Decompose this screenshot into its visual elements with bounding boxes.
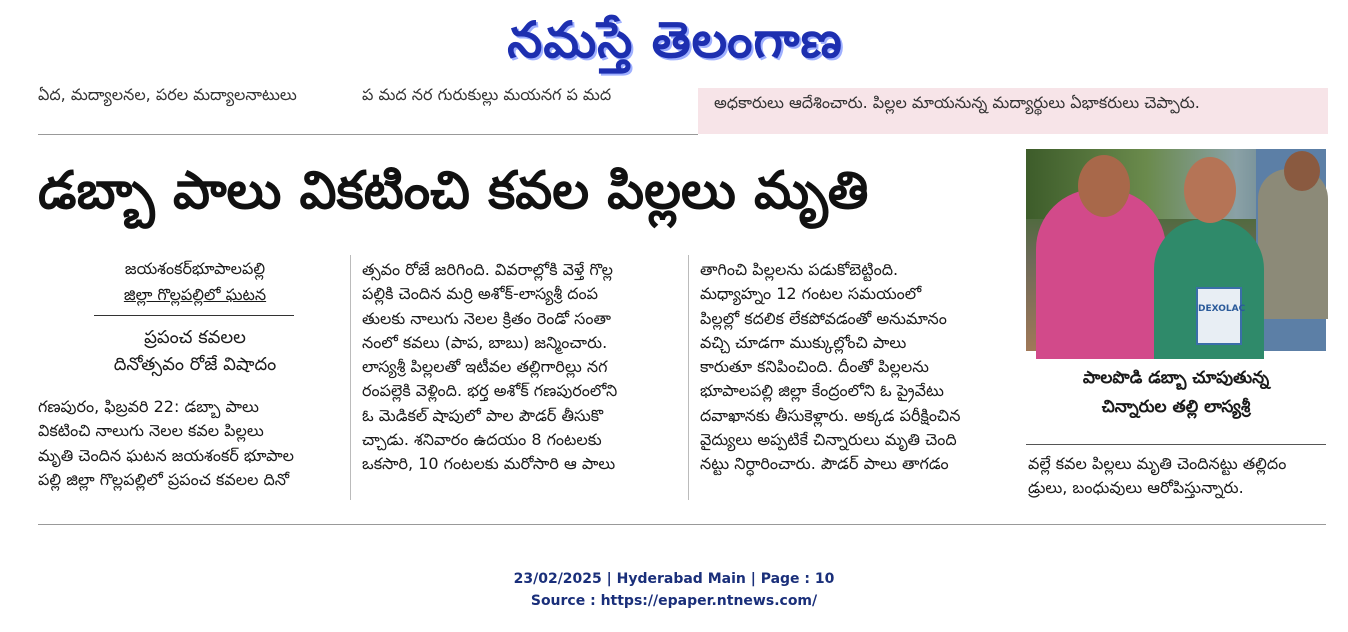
body-line: కారుతూ కనిపించింది. దీంతో పిల్లలను bbox=[700, 357, 929, 377]
body-line: లాస్యశ్రీ పిల్లలతో ఇటీవల తల్లిగారిల్లు నగ bbox=[362, 357, 608, 377]
page-footer bbox=[0, 568, 1348, 612]
body-line: వచ్చి చూడగా ముక్కుల్లోంచి పాలు bbox=[700, 332, 907, 352]
body-line: భూపాలపల్లి జిల్లా కేంద్రంలోని ఓ ప్రైవేటు bbox=[700, 381, 944, 401]
body-line: మధ్యాహ్నం 12 గంటల సమయంలో bbox=[700, 284, 922, 304]
cut-text-column-2: ప మద నర గురుకుల్లు మయనగ ప మద bbox=[362, 85, 612, 104]
body-line: తాగించి పిల్లలను పడుకోబెట్టింది. bbox=[700, 260, 899, 279]
deck-line: ప్రపంచ కవలల bbox=[144, 327, 246, 348]
article-column-2 bbox=[362, 258, 672, 477]
body-line: తులకు నాలుగు నెలల క్రితం రెండో సంతా bbox=[362, 308, 611, 328]
photo-woman-head bbox=[1078, 155, 1130, 217]
footer-date-edition: 23/02/2025 | Hyderabad Main | Page : 10 bbox=[513, 571, 835, 587]
bottom-divider bbox=[38, 524, 1326, 525]
column-divider bbox=[350, 255, 351, 500]
footer-source-link[interactable]: Source : https://epaper.ntnews.com/ bbox=[530, 593, 818, 609]
article-photo bbox=[1026, 149, 1326, 351]
body-line: గణపురం, ఫిబ్రవరి 22: డబ్బా పాలు bbox=[38, 397, 259, 416]
caption-line: చిన్నారుల తల్లి లాస్యశ్రీ bbox=[1101, 397, 1251, 417]
photo-mother-head bbox=[1184, 157, 1236, 223]
cut-text-column-3: అధకారులు ఆదేశించారు. పిల్లల మాయనున్న మద్యార్థులు ఏభాకరులు చెప్పారు. bbox=[714, 93, 1200, 112]
kicker-line: జిల్లా గొల్లపల్లిలో ఘటన bbox=[123, 285, 267, 304]
body-line: నట్టు నిర్ధారించారు. పౌడర్ పాలు తాగడం bbox=[700, 454, 949, 474]
body-line: నంలో కవలు (పాప, బాబు) జన్మించారు. bbox=[362, 332, 608, 352]
caption-divider bbox=[1026, 444, 1326, 445]
kicker-line: జయశంకర్‌భూపాలపల్లి bbox=[124, 259, 266, 278]
milk-powder-tin: DEXOLAC bbox=[1196, 287, 1242, 345]
caption-line: పాలపొడి డబ్బా చూపుతున్న bbox=[1082, 368, 1270, 388]
body-line: డ్రులు, బంధువులు ఆరోపిస్తున్నారు. bbox=[1028, 478, 1244, 498]
body-line: చ్చాడు. శనివారం ఉదయం 8 గంటలకు bbox=[362, 430, 602, 450]
body-line: వైద్యులు అప్పటికే చిన్నారులు మృతి చెంది bbox=[700, 430, 957, 450]
article-headline: డబ్బా పాలు వికటించి కవల పిల్లలు మృతి bbox=[38, 161, 869, 221]
top-divider bbox=[38, 134, 698, 135]
body-line: రంపల్లెకి వెళ్లింది. భర్త అశోక్ గణపురంలోని bbox=[362, 381, 618, 401]
column-divider bbox=[688, 255, 689, 500]
body-line: పల్లి జిల్లా గొల్లపల్లిలో ప్రపంచ కవలల దినో bbox=[38, 469, 290, 489]
article-kicker bbox=[60, 256, 330, 308]
photo-man-head bbox=[1284, 151, 1320, 191]
article-deck bbox=[60, 324, 330, 378]
body-line: మృతి చెందిన ఘటన జయశంకర్ భూపాల bbox=[38, 445, 294, 465]
kicker-divider bbox=[94, 315, 294, 316]
photo-man-figure bbox=[1258, 169, 1328, 319]
body-line: పిల్లల్లో కదలిక లేకపోవడంతో అనుమానం bbox=[700, 308, 947, 328]
body-line: త్సవం రోజే జరిగింది. వివరాల్లోకి వెళ్తే గొల్ల bbox=[362, 260, 613, 279]
deck-line: దినోత్సవం రోజే విషాదం bbox=[113, 354, 277, 375]
newspaper-masthead: నమస్తే తెలంగాణ bbox=[507, 10, 843, 69]
body-line: వికటించి నాలుగు నెలల కవల పిల్లలు bbox=[38, 421, 264, 441]
article-column-1 bbox=[38, 395, 340, 492]
body-line: దవాఖానకు తీసుకెళ్లారు. అక్కడ పరీక్షించిన bbox=[700, 405, 961, 425]
body-line: వల్లే కవల పిల్లలు మృతి చెందినట్టు తల్లిదం bbox=[1028, 454, 1287, 473]
article-column-3 bbox=[700, 258, 1000, 477]
article-column-4 bbox=[1028, 452, 1328, 501]
photo-caption bbox=[1026, 364, 1326, 422]
body-line: ఒకసారి, 10 గంటలకు మరోసారి ఆ పాలు bbox=[362, 454, 616, 474]
cut-text-column-1: ఏద, మద్యాలనల, పరల మద్యాలనాటులు bbox=[38, 85, 297, 104]
body-line: ఓ మెడికల్ షాపులో పాల పౌడర్ తీసుకొ bbox=[362, 405, 604, 425]
body-line: పల్లికి చెందిన మర్రి అశోక్‌-లాస్యశ్రీ దంప bbox=[362, 284, 599, 304]
